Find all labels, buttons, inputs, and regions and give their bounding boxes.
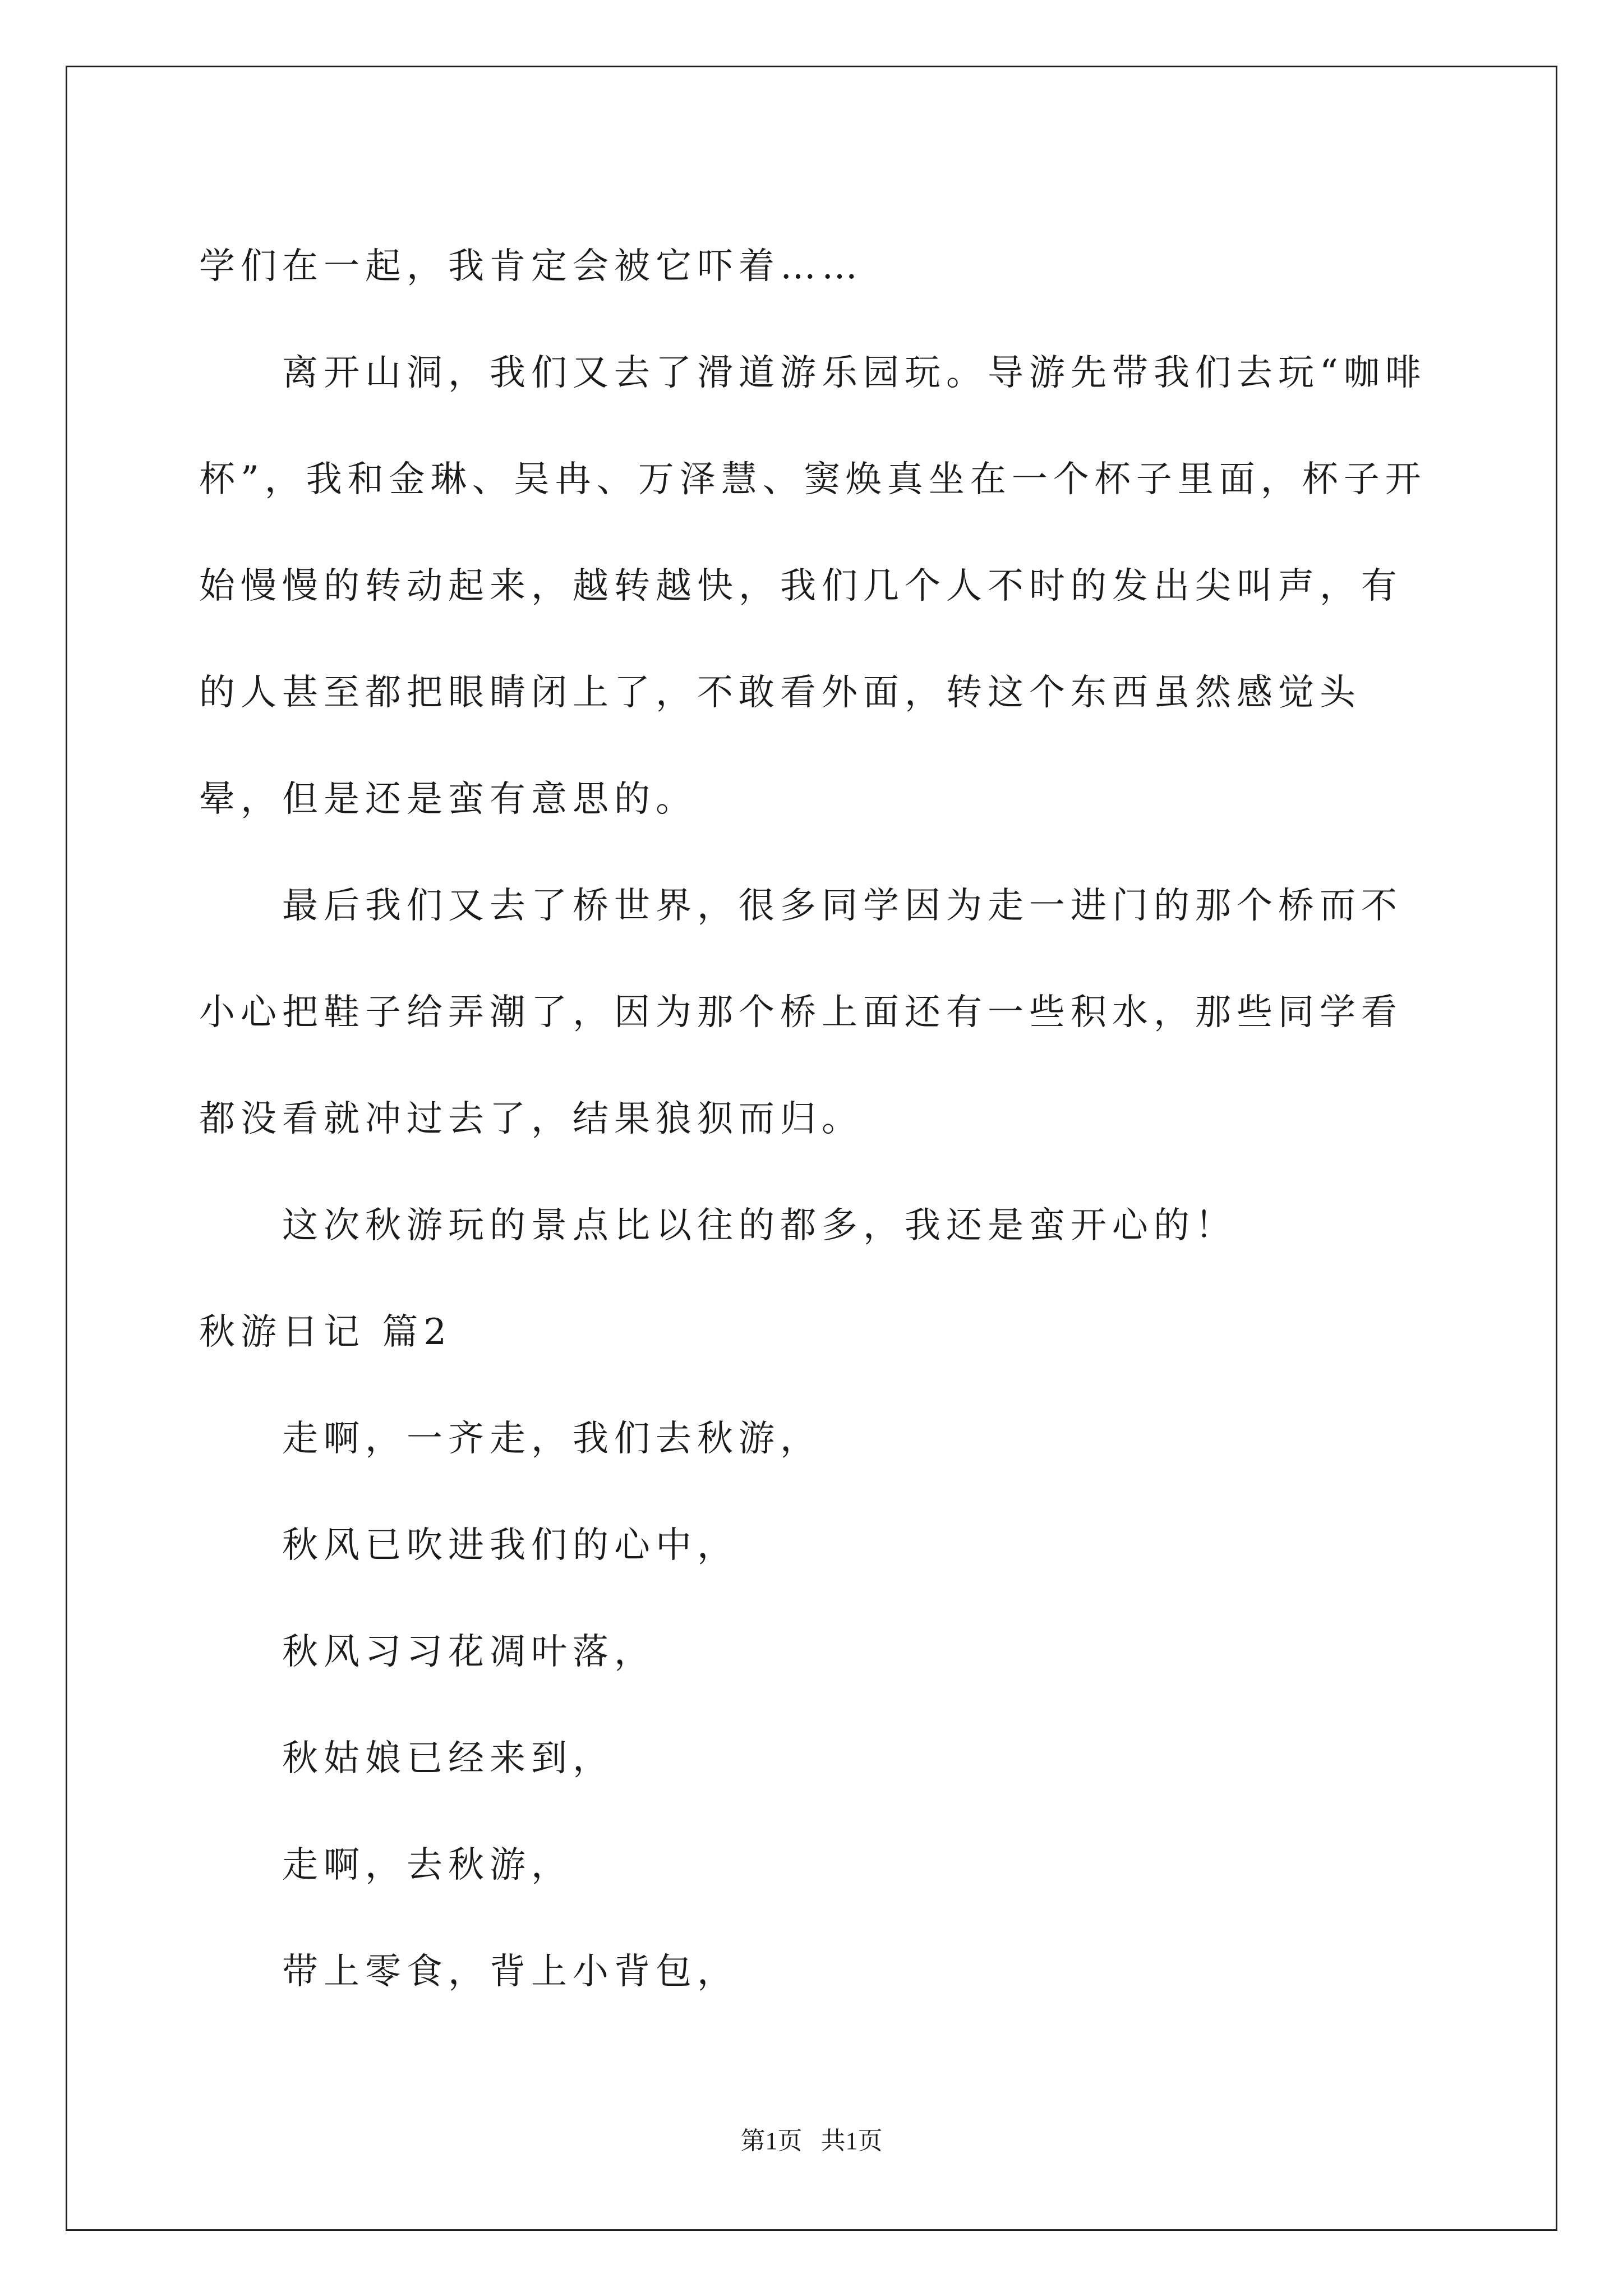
paragraph-2: 离开山洞，我们又去了滑道游乐园玩。导游先带我们去玩“咖啡杯”，我和金琳、吴冉、万泽慧、窦焕真坐在一个杯子里面，杯子开始慢慢的转动起来，越转越快，我们几个人不时的发出尖叫声，有的人甚至都把眼睛闭上了，不敢看外面，转这个东西虽然感觉头晕，但是还是蛮有意思的。 (199, 352, 1427, 820)
footer-separator (803, 2127, 821, 2155)
paragraph-4: 这次秋游玩的景点比以往的都多，我还是蛮开心的！ (282, 1205, 1237, 1246)
poem-line-6: 带上零食，背上小背包， (282, 1951, 739, 1993)
page-total: 共1页 (820, 2127, 883, 2155)
page-number: 第1页 (740, 2127, 803, 2155)
poem-line-2: 秋风已吹进我们的心中， (282, 1525, 739, 1566)
paragraph-1: 学们在一起，我肯定会被它吓着…… (199, 246, 863, 287)
poem-line-4: 秋姑娘已经来到， (282, 1738, 614, 1779)
poem-line-3: 秋风习习花凋叶落， (282, 1631, 656, 1673)
poem-line-5: 走啊，去秋游， (282, 1844, 573, 1886)
page-footer (0, 2120, 1623, 2156)
section-heading: 秋游日记 篇2 (199, 1312, 453, 1353)
paragraph-3: 最后我们又去了桥世界，很多同学因为走一进门的那个桥而不小心把鞋子给弄潮了，因为那个桥上面还有一些积水，那些同学看都没看就冲过去了，结果狼狈而归。 (199, 885, 1403, 1140)
document-body (199, 213, 1438, 2025)
poem-line-1: 走啊，一齐走，我们去秋游， (282, 1418, 822, 1460)
